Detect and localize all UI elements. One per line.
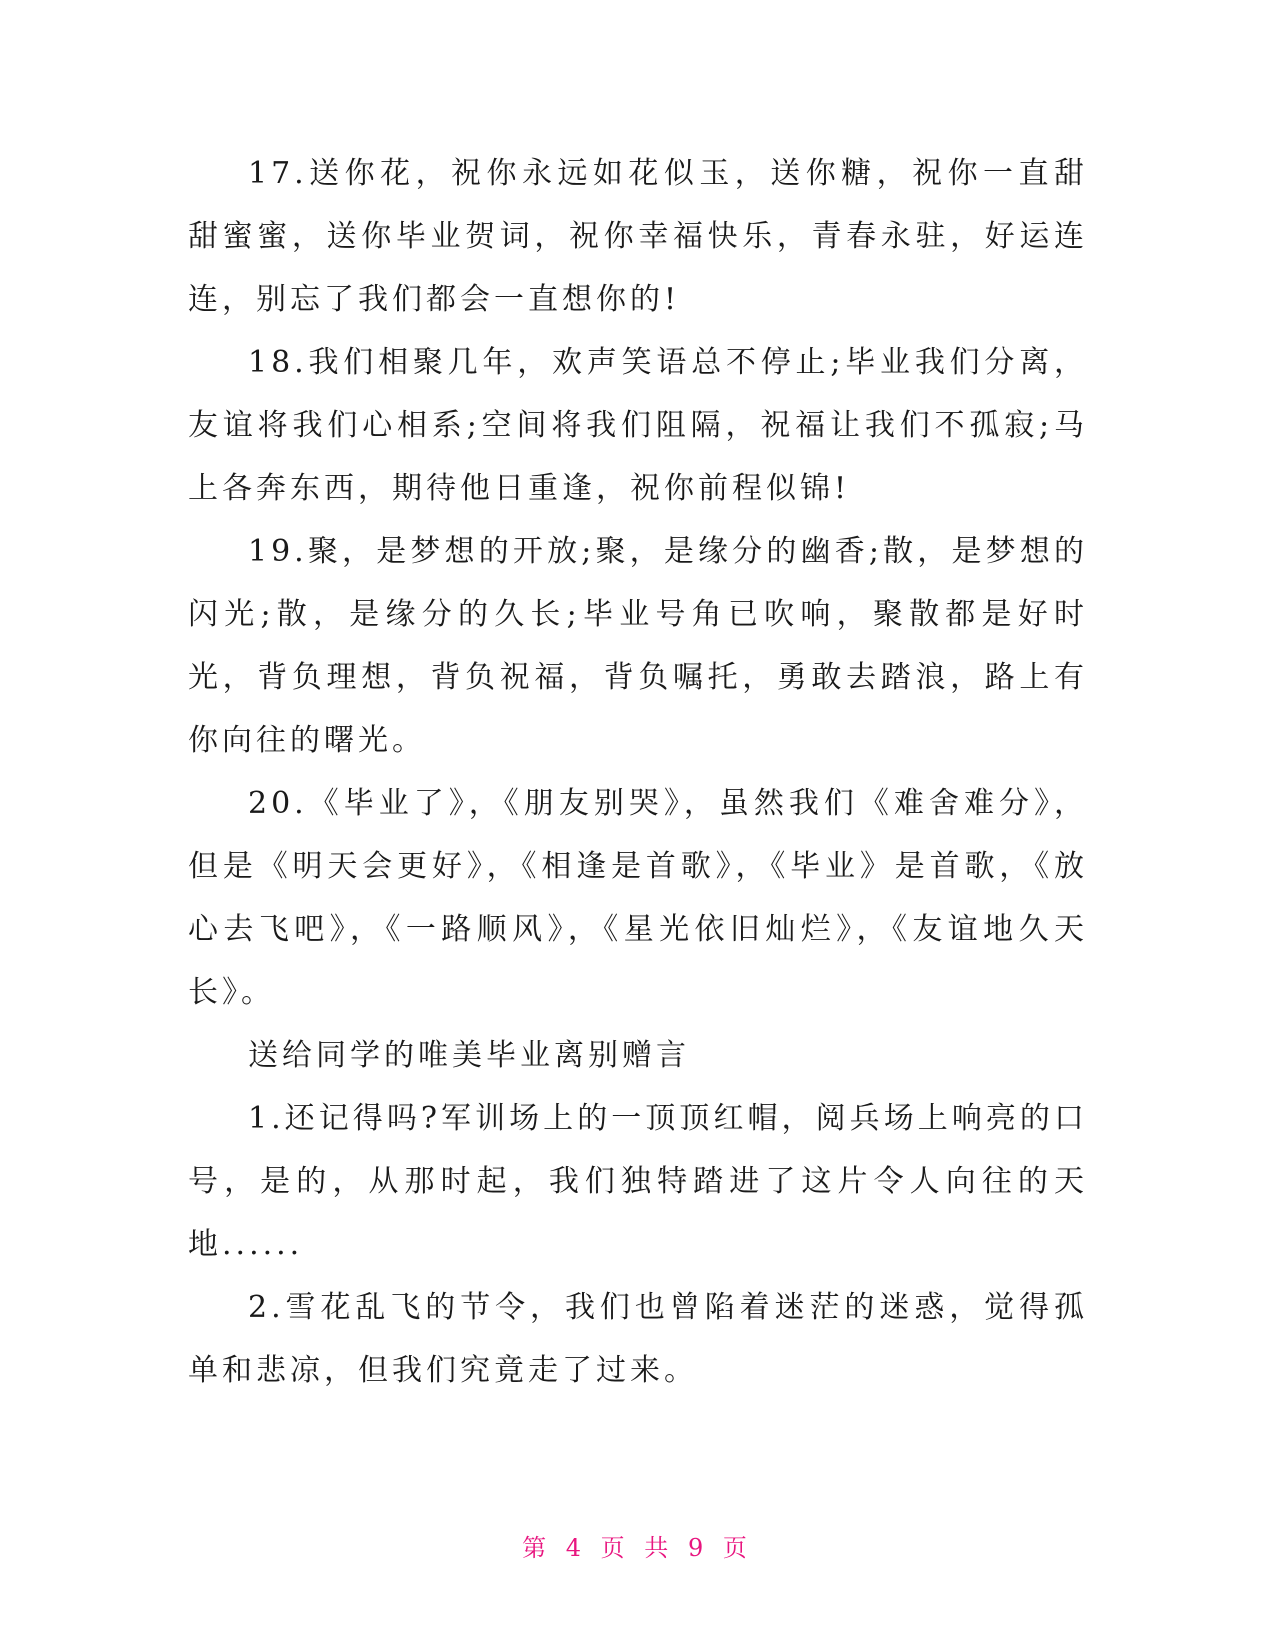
paragraph-17: 17.送你花，祝你永远如花似玉，送你糖，祝你一直甜甜蜜蜜，送你毕业贺词，祝你幸福快乐，青春永驻，好运连连，别忘了我们都会一直想你的! bbox=[188, 156, 1088, 317]
paragraph-20: 20.《毕业了》，《朋友别哭》，虽然我们《难舍难分》，但是《明天会更好》，《相逢是首歌》，《毕业》是首歌，《放心去飞吧》，《一路顺风》，《星光依旧灿烂》，《友谊地久天长》。 bbox=[188, 786, 1088, 1010]
paragraph-2: 2.雪花乱飞的节令，我们也曾陷着迷茫的迷惑，觉得孤单和悲凉，但我们究竟走了过来。 bbox=[188, 1290, 1088, 1388]
paragraph-1: 1.还记得吗?军训场上的一顶顶红帽，阅兵场上响亮的口号，是的，从那时起，我们独特踏进了这片令人向往的天地...... bbox=[188, 1101, 1088, 1262]
section-heading: 送给同学的唯美毕业离别赠言 bbox=[248, 1038, 690, 1073]
paragraph-18: 18.我们相聚几年，欢声笑语总不停止;毕业我们分离，友谊将我们心相系;空间将我们阻隔，祝福让我们不孤寂;马上各奔东西，期待他日重逢，祝你前程似锦! bbox=[188, 345, 1088, 506]
paragraph-19: 19.聚，是梦想的开放;聚，是缘分的幽香;散，是梦想的闪光;散，是缘分的久长;毕业号角已吹响，聚散都是好时光，背负理想，背负祝福，背负嘱托，勇敢去踏浪，路上有你向往的曙光。 bbox=[188, 534, 1088, 758]
document-body bbox=[188, 142, 1088, 1402]
page-number-footer: 第 4 页 共 9 页 bbox=[522, 1534, 753, 1562]
